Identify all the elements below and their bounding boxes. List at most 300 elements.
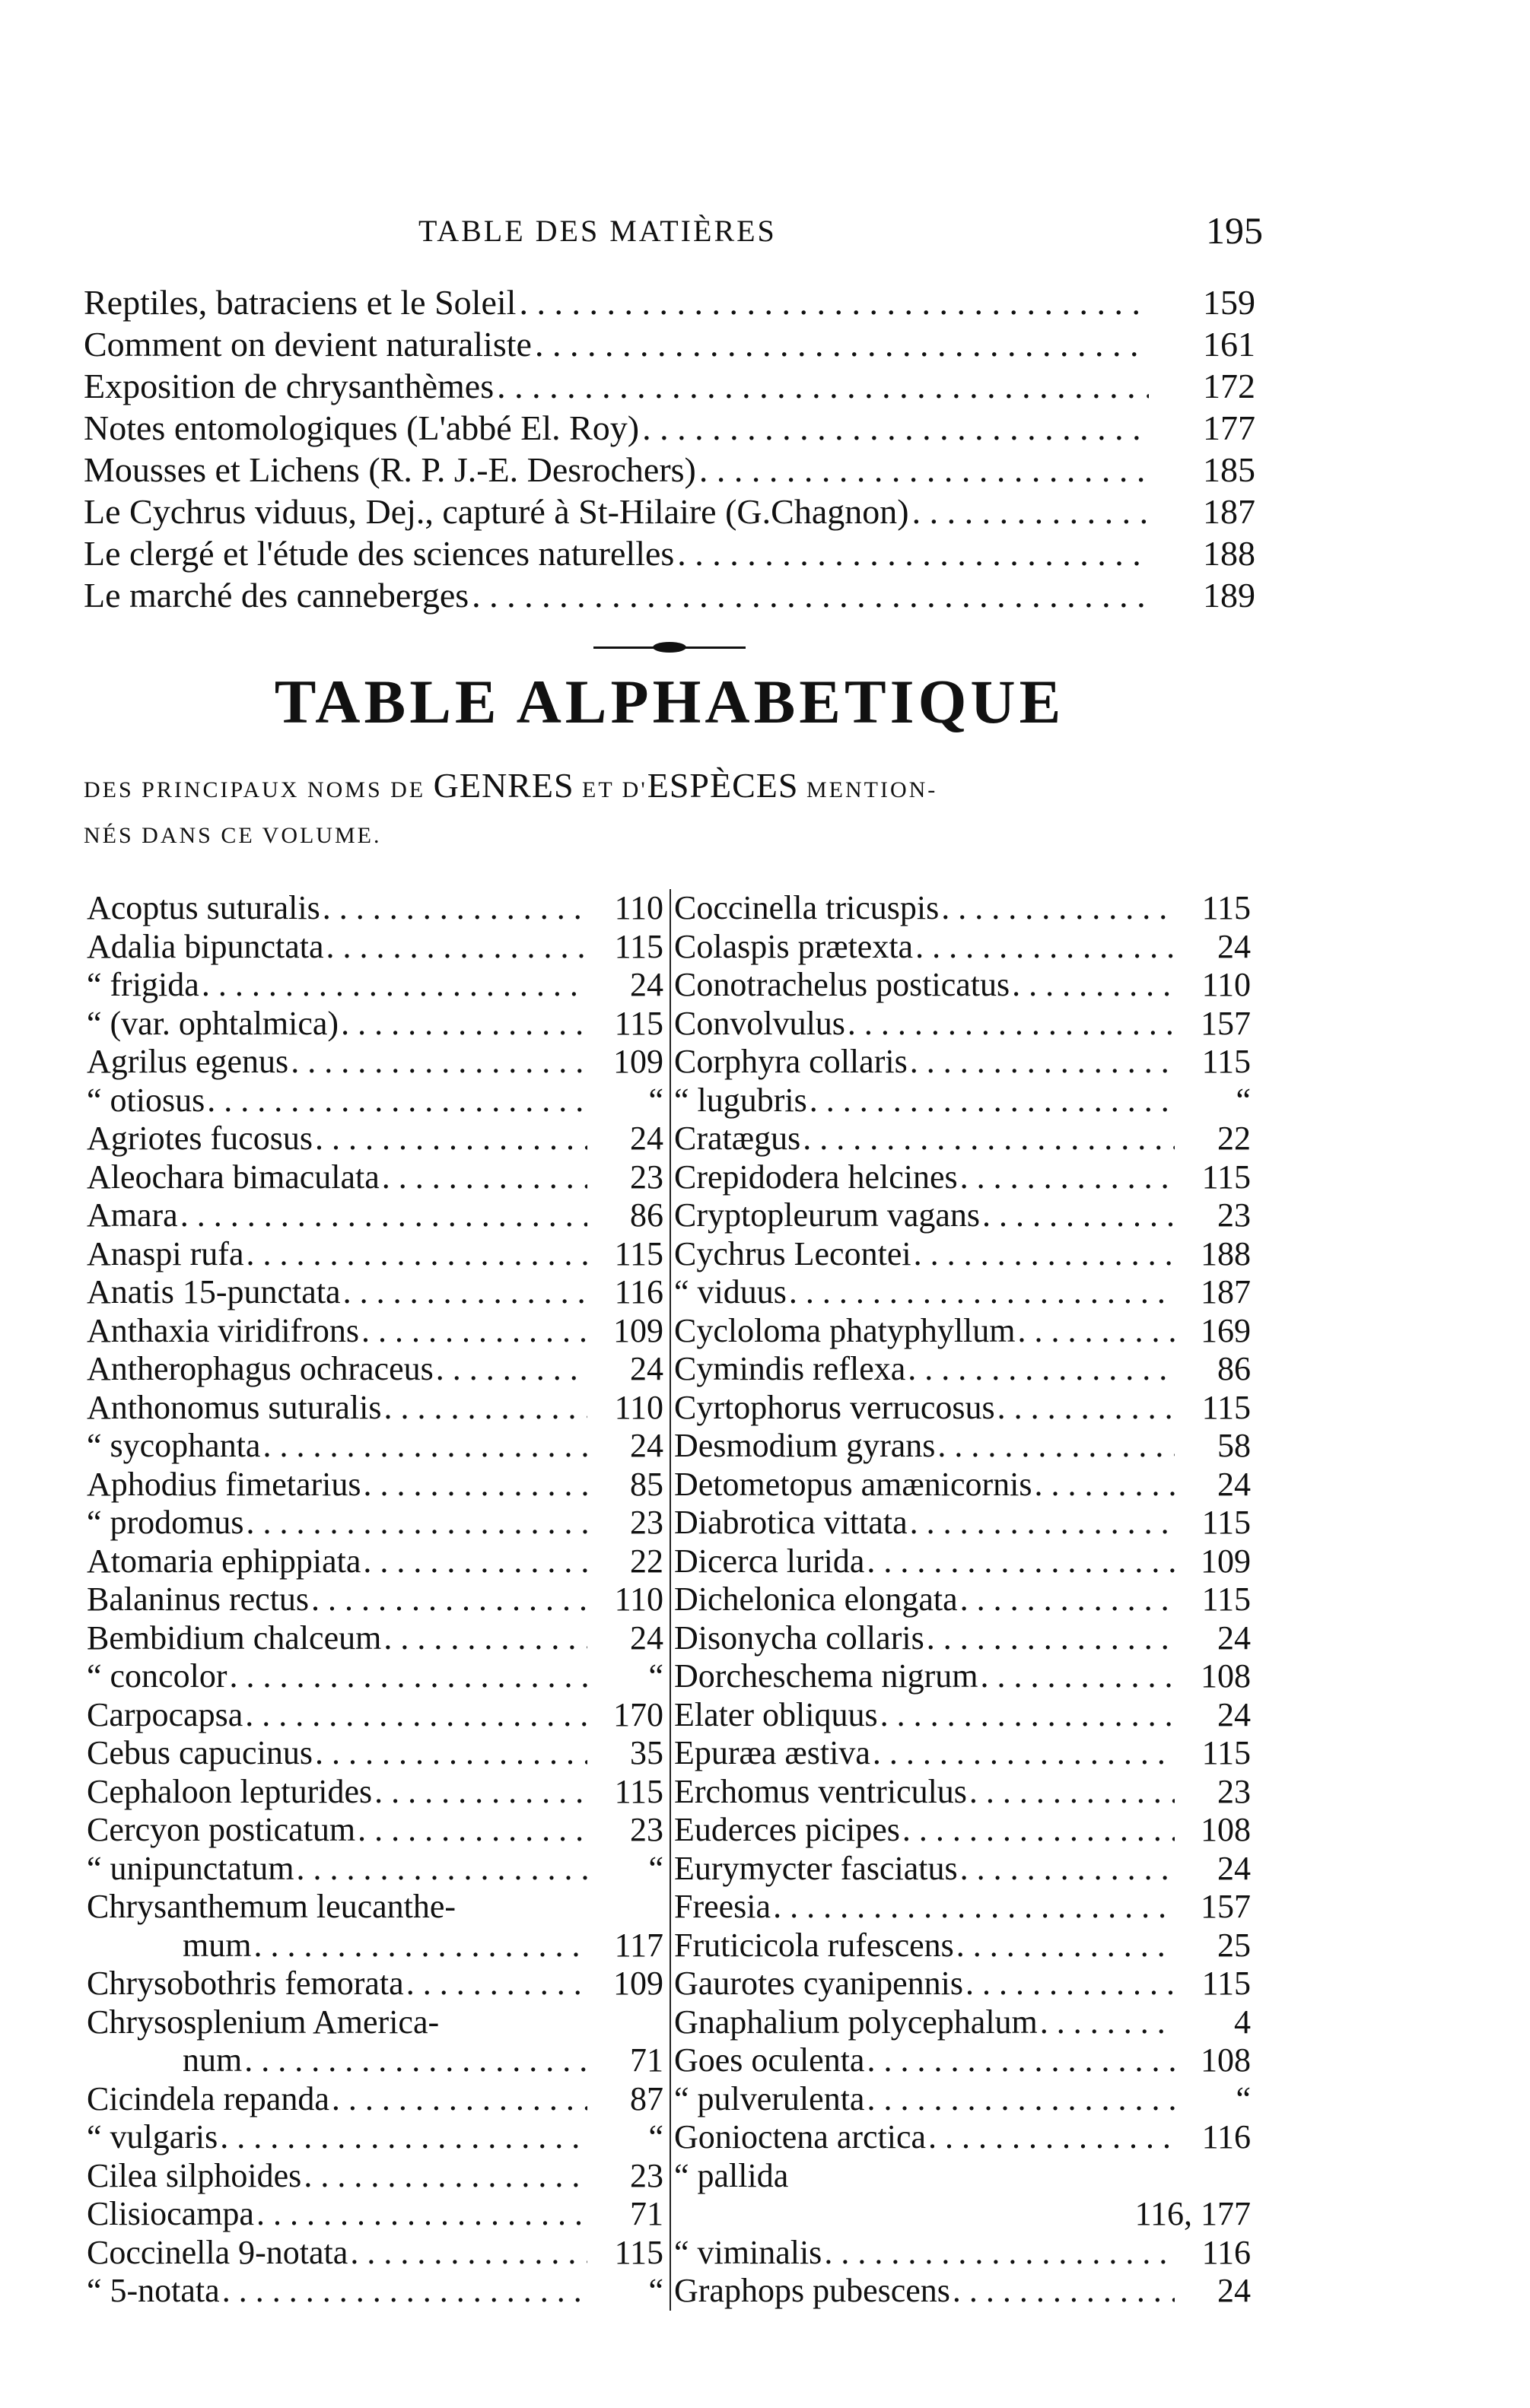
index-entry [671,1389,1257,1428]
index-entry-page: 24 [1217,927,1251,965]
index-entry-page: “ [648,1657,663,1695]
index-entry-page: 24 [630,1619,663,1657]
alphabetical-index [84,889,1255,2311]
toc-entry-title: Comment on devient naturaliste [84,325,532,364]
index-entry-page: 22 [630,1542,663,1580]
dot-leader [253,1927,587,1965]
index-entry-name: Dichelonica elongata [674,1580,958,1618]
toc-entry [84,532,1255,574]
index-entry-name: “ (var. ophtalmica) [87,1004,339,1042]
index-entry-name: Anthaxia viridifrons [87,1311,360,1349]
index-entry-name: “ unipunctatum [87,1849,294,1887]
dot-leader [981,1657,1175,1696]
index-entry [671,2234,1257,2273]
dot-leader [256,2195,587,2234]
dot-leader [323,889,587,928]
index-entry-page: 86 [1217,1350,1251,1387]
index-subtitle-part3: MENTION- [806,777,938,802]
index-entry-page: 169 [1201,1311,1251,1349]
index-entry-page: 58 [1217,1427,1251,1464]
index-entry-page: 4 [1234,2003,1251,2041]
index-entry-name: Elater obliquus [674,1695,878,1733]
index-subtitle [84,763,1255,859]
index-entry-name: Graphops pubescens [674,2272,950,2309]
index-entry [671,1734,1257,1773]
dot-leader [472,574,1149,616]
index-entry-page: 109 [1201,1542,1251,1580]
dot-leader [848,1005,1175,1044]
dot-leader [229,1657,587,1696]
index-entry-name: “ vulgaris [87,2118,218,2155]
dot-leader [960,1158,1175,1197]
index-entry [671,1235,1257,1274]
index-entry [84,2272,670,2311]
index-entry [84,2157,670,2196]
index-entry-page: 115 [1201,1965,1251,2002]
index-entry-page: 115 [614,1772,663,1810]
index-entry [84,2234,670,2273]
index-entry-name: Goes oculenta [674,2041,865,2079]
dot-leader [773,1888,1175,1927]
index-entry [84,1773,670,1812]
index-entry [84,1619,670,1658]
toc-entry-page: 177 [1203,408,1255,447]
dot-leader [1012,966,1175,1005]
dot-leader [304,2157,587,2196]
index-entry-name: Cebus capucinus [87,1734,313,1771]
index-entry-name: “ pulverulenta [674,2079,865,2117]
index-entry-page: 188 [1201,1234,1251,1272]
dot-leader [997,1389,1175,1428]
index-entry-page: “ [1236,2079,1251,2117]
running-title: TABLE DES MATIÈRES [418,214,777,248]
index-entry-page: 22 [1217,1120,1251,1157]
index-entry-page: 116 [1201,2118,1251,2155]
dot-leader [374,1773,587,1812]
index-entry-name: “ viduus [674,1273,787,1310]
index-entry [84,966,670,1005]
toc-entry-page: 161 [1203,325,1255,364]
index-entry-page: 170 [613,1695,663,1733]
toc-entry-page: 189 [1203,576,1255,615]
toc-entry [84,365,1255,407]
page [84,209,1263,2311]
index-entry-name: Crepidodera helcines [674,1158,958,1196]
toc-entry-title: Le marché des canneberges [84,576,469,615]
dot-leader [244,2041,587,2080]
index-entry-page: 110 [614,1580,663,1618]
dot-leader [908,1350,1175,1389]
index-entry-page: 24 [630,1120,663,1157]
index-entry-page: “ [648,1849,663,1887]
index-entry-name: Gonioctena arctica [674,2118,927,2155]
index-entry-page: 115 [614,1004,663,1042]
index-entry [671,2003,1257,2042]
index-entry-name: “ frigida [87,966,199,1003]
dot-leader [247,1235,588,1274]
index-entry-name: Cercyon posticatum [87,1811,356,1848]
index-entry-page: 109 [613,1311,663,1349]
index-entry-name: Acoptus suturalis [87,889,320,926]
dot-leader [519,281,1149,323]
index-entry [671,2080,1257,2119]
index-entry [671,1466,1257,1504]
index-entry-name: Carpocapsa [87,1695,243,1733]
index-entry [671,2118,1257,2157]
dot-leader [207,1082,587,1120]
index-entry [84,1927,670,1965]
index-entry [84,1082,670,1120]
index-entry-page: 24 [1217,2272,1251,2309]
toc-entry-title: Exposition de chrysanthèmes [84,367,495,405]
dot-leader [982,1196,1175,1235]
toc-entry-page: 188 [1203,534,1255,573]
dot-leader [910,1043,1175,1082]
index-entry-page: 35 [630,1734,663,1771]
index-entry-page: 110 [614,1388,663,1426]
dot-leader [383,1389,587,1428]
index-entry [671,928,1257,967]
dot-leader [343,1273,587,1312]
toc-entry [84,323,1255,365]
index-entry-name: Coccinella 9-notata [87,2233,348,2271]
index-entry-page: 24 [1217,1465,1251,1503]
index-entry [671,1811,1257,1850]
dot-leader [291,1043,587,1082]
dot-leader [383,1619,587,1658]
dot-leader [262,1427,587,1466]
dot-leader [969,1773,1175,1812]
dot-leader [960,1850,1175,1889]
dot-leader [937,1427,1175,1466]
index-entry [671,1504,1257,1542]
index-entry-name: Gaurotes cyanipennis [674,1965,963,2002]
index-entry [84,1005,670,1044]
dot-leader [1018,1312,1175,1351]
index-entry-page: 115 [1201,1580,1251,1618]
index-entry-page: 116, 177 [1134,2195,1251,2232]
index-entry-page: 110 [1201,966,1251,1003]
dot-leader [222,2272,587,2311]
index-entry [84,1158,670,1197]
index-entry-name: Conotrachelus posticatus [674,966,1010,1003]
dot-leader [912,491,1149,532]
index-heading: TABLE ALPHABETIQUE [274,667,1065,736]
dot-leader [927,1619,1175,1658]
index-entry-page: 157 [1201,1888,1251,1925]
index-entry-page: 109 [613,1965,663,2002]
index-entry-name: Detometopus amænicornis [674,1465,1032,1503]
dot-leader [965,1965,1175,2003]
index-entry-name: Aleochara bimaculata [87,1158,380,1196]
index-entry-name: Corphyra collaris [674,1043,908,1080]
dot-leader [311,1580,587,1619]
index-entry [84,1312,670,1351]
dot-leader [941,889,1175,928]
index-entry-name: Cychrus Lecontei [674,1234,911,1272]
index-entry [84,1466,670,1504]
index-entry-name: Adalia bipunctata [87,927,324,965]
index-entry [84,928,670,967]
toc-entry [84,449,1255,491]
dot-leader [363,1542,587,1581]
dot-leader [341,1005,587,1044]
index-entry [671,1043,1257,1082]
index-entry [671,1542,1257,1581]
index-entry-name: Coccinella tricuspis [674,889,940,926]
table-of-contents [84,281,1255,616]
index-entry-name: Aphodius fimetarius [87,1465,361,1503]
index-entry-page: 23 [630,1158,663,1196]
dot-leader [873,1734,1175,1773]
toc-entry-page: 172 [1203,367,1255,405]
index-entry-name: Bembidium chalceum [87,1619,382,1657]
index-entry-page: 115 [614,2233,663,2271]
dot-leader [202,966,587,1005]
index-entry [671,1158,1257,1197]
index-entry [84,1389,670,1428]
toc-entry [84,407,1255,449]
index-subtitle-line2: NÉS DANS CE VOLUME. [84,823,382,848]
index-entry-name: Eurymycter fasciatus [674,1849,958,1887]
running-head [84,209,1263,259]
index-entry-page: 23 [630,1811,663,1848]
index-entry-name: Anaspi rufa [87,1234,244,1272]
dot-leader [810,1082,1175,1120]
index-entry-page: 24 [630,1350,663,1387]
index-entry-page: 115 [1201,1734,1251,1771]
index-entry-name: Cicindela repanda [87,2079,329,2117]
index-subtitle-part2: ET D' [582,777,647,802]
index-entry-page: “ [648,1081,663,1119]
index-entry [84,1580,670,1619]
index-entry-name: Anatis 15-punctata [87,1273,341,1310]
index-entry-name: “ 5-notata [87,2272,220,2309]
index-entry-name: Balaninus rectus [87,1580,310,1618]
index-entry [671,889,1257,928]
index-entry-page: “ [1236,1081,1251,1119]
index-entry [84,1043,670,1082]
toc-entry-page: 185 [1203,450,1255,489]
index-column-left [84,889,671,2311]
dot-leader [803,1120,1175,1158]
index-column-right [671,889,1257,2311]
index-entry-name: Atomaria ephippiata [87,1542,361,1580]
dot-leader [867,2041,1175,2080]
index-entry-page: 24 [630,966,663,1003]
dot-leader [297,1850,588,1889]
index-entry [84,1350,670,1389]
index-entry-page: 71 [630,2041,663,2079]
index-entry [671,1850,1257,1889]
toc-entry-title: Le Cychrus viduus, Dej., capturé à St-Hilaire (G.Chagnon) [84,492,909,531]
index-entry-name: num [183,2041,243,2079]
index-entry-name: Clisiocampa [87,2195,254,2232]
dot-leader [902,1811,1175,1850]
toc-entry-title: Mousses et Lichens (R. P. J.-E. Desrochers) [84,450,696,489]
index-entry [84,1811,670,1850]
dot-leader [358,1811,587,1850]
index-entry-page: 23 [630,2156,663,2194]
index-entry [84,1427,670,1466]
index-entry [84,889,670,928]
index-entry-page: 117 [614,1926,663,1964]
dot-leader [677,532,1149,574]
index-entry [84,1965,670,2003]
ornamental-divider [593,646,746,649]
dot-leader [956,1927,1175,1965]
index-entry [84,2003,670,2042]
index-entry-page: 115 [614,1234,663,1272]
index-entry [671,1580,1257,1619]
index-entry-name: “ otiosus [87,1081,205,1119]
index-entry [671,1005,1257,1044]
index-entry [671,1082,1257,1120]
index-entry [671,2041,1257,2080]
dot-leader [880,1696,1175,1735]
index-entry [671,1927,1257,1965]
index-entry-page: 24 [630,1427,663,1464]
index-entry-name: Convolvulus [674,1004,845,1042]
index-entry-page: 23 [1217,1196,1251,1234]
index-entry-page: 24 [1217,1619,1251,1657]
index-entry-page: 187 [1201,1273,1251,1310]
index-entry-name: “ lugubris [674,1081,807,1119]
index-entry-name: Diabrotica vittata [674,1504,908,1541]
index-entry-page: 25 [1217,1926,1251,1964]
dot-leader [406,1965,587,2003]
toc-entry [84,574,1255,616]
index-entry [671,2272,1257,2311]
page-number: 195 [1206,209,1263,252]
index-entry-page: 23 [630,1504,663,1541]
dot-leader [867,1542,1175,1581]
index-entry [84,1888,670,1927]
index-entry [671,1965,1257,2003]
index-entry-page: 85 [630,1465,663,1503]
index-entry-name: Gnaphalium polycephalum [674,2003,1038,2041]
index-entry-name: Cryptopleurum vagans [674,1196,981,1234]
index-entry [671,1619,1257,1658]
index-entry-page: “ [648,2118,663,2155]
dot-leader [960,1580,1175,1619]
dot-leader [332,2080,587,2119]
dot-leader [315,1734,587,1773]
dot-leader [699,449,1149,491]
index-entry [671,1273,1257,1312]
index-subtitle-especes: ESPÈCES [647,766,799,805]
index-entry-name: “ sycophanta [87,1427,261,1464]
index-entry-page: 23 [1217,1772,1251,1810]
index-entry [671,1350,1257,1389]
index-entry [671,966,1257,1005]
index-entry-name: Colaspis prætexta [674,927,914,965]
dot-leader [364,1466,587,1504]
index-entry-name: Cilea silphoides [87,2156,302,2194]
index-entry [671,2195,1257,2234]
toc-entry [84,491,1255,532]
dot-leader [928,2118,1175,2157]
dot-leader [497,365,1149,407]
index-entry-page: 71 [630,2195,663,2232]
index-entry-name: Cephaloon lepturides [87,1772,373,1810]
index-entry [671,1696,1257,1735]
index-entry-page: 115 [1201,1504,1251,1541]
index-entry-name: Antherophagus ochraceus [87,1350,434,1387]
index-entry [84,2080,670,2119]
index-entry-page: 115 [1201,1158,1251,1196]
index-entry-name: Amara [87,1196,178,1234]
dot-leader [436,1350,587,1389]
dot-leader [953,2272,1175,2311]
index-entry [84,1504,670,1542]
index-entry-page: 24 [1217,1695,1251,1733]
index-entry-page: 115 [1201,1043,1251,1080]
index-entry-name: Cycloloma phatyphyllum [674,1311,1016,1349]
index-entry-name: Anthonomus suturalis [87,1388,382,1426]
index-entry [84,2118,670,2157]
dot-leader [915,928,1175,967]
index-entry [671,1120,1257,1158]
dot-leader [350,2234,587,2273]
index-entry-name: Freesia [674,1888,771,1925]
dot-leader [914,1235,1175,1274]
index-entry-page: 116 [614,1273,663,1310]
dot-leader [382,1158,587,1197]
dot-leader [245,1696,587,1735]
index-entry-name: Epuræa æstiva [674,1734,870,1771]
toc-entry-title: Reptiles, batraciens et le Soleil [84,283,517,322]
index-entry-page: 108 [1201,2041,1251,2079]
index-entry [84,2041,670,2080]
toc-entry [84,281,1255,323]
index-entry [671,1657,1257,1696]
toc-entry-page: 159 [1203,283,1255,322]
index-entry-name: mum [183,1926,252,1964]
index-entry-name: Desmodium gyrans [674,1427,936,1464]
index-entry-name: Agriotes fucosus [87,1120,313,1157]
index-entry [84,1734,670,1773]
dot-leader [642,407,1149,449]
dot-leader [910,1504,1175,1542]
index-entry-page: 115 [1201,1388,1251,1426]
index-entry-page: 116 [1201,2233,1251,2271]
index-entry [84,1696,670,1735]
index-entry-page: 115 [1201,889,1251,926]
index-entry [84,1235,670,1274]
index-entry-name: Cymindis reflexa [674,1350,906,1387]
index-entry-name: “ prodomus [87,1504,244,1541]
index-entry-name: Cyrtophorus verrucosus [674,1388,995,1426]
dot-leader [247,1504,587,1542]
dot-leader [326,928,587,967]
index-subtitle-genres: GENRES [433,766,574,805]
index-entry-name: Dicerca lurida [674,1542,865,1580]
dot-leader [1040,2003,1175,2042]
index-entry [84,1196,670,1235]
toc-entry-title: Le clergé et l'étude des sciences naturelles [84,534,675,573]
index-entry-page: 24 [1217,1849,1251,1887]
dot-leader [1035,1466,1175,1504]
index-entry-page: 110 [614,889,663,926]
index-entry-page: “ [648,2272,663,2309]
index-entry [671,1773,1257,1812]
index-entry-name: Disonycha collaris [674,1619,924,1657]
index-subtitle-part1: DES PRINCIPAUX NOMS DE [84,777,426,802]
index-entry-page: 157 [1201,1004,1251,1042]
toc-entry-title: Notes entomologiques (L'abbé El. Roy) [84,408,640,447]
index-entry-name: Chrysobothris femorata [87,1965,404,2002]
